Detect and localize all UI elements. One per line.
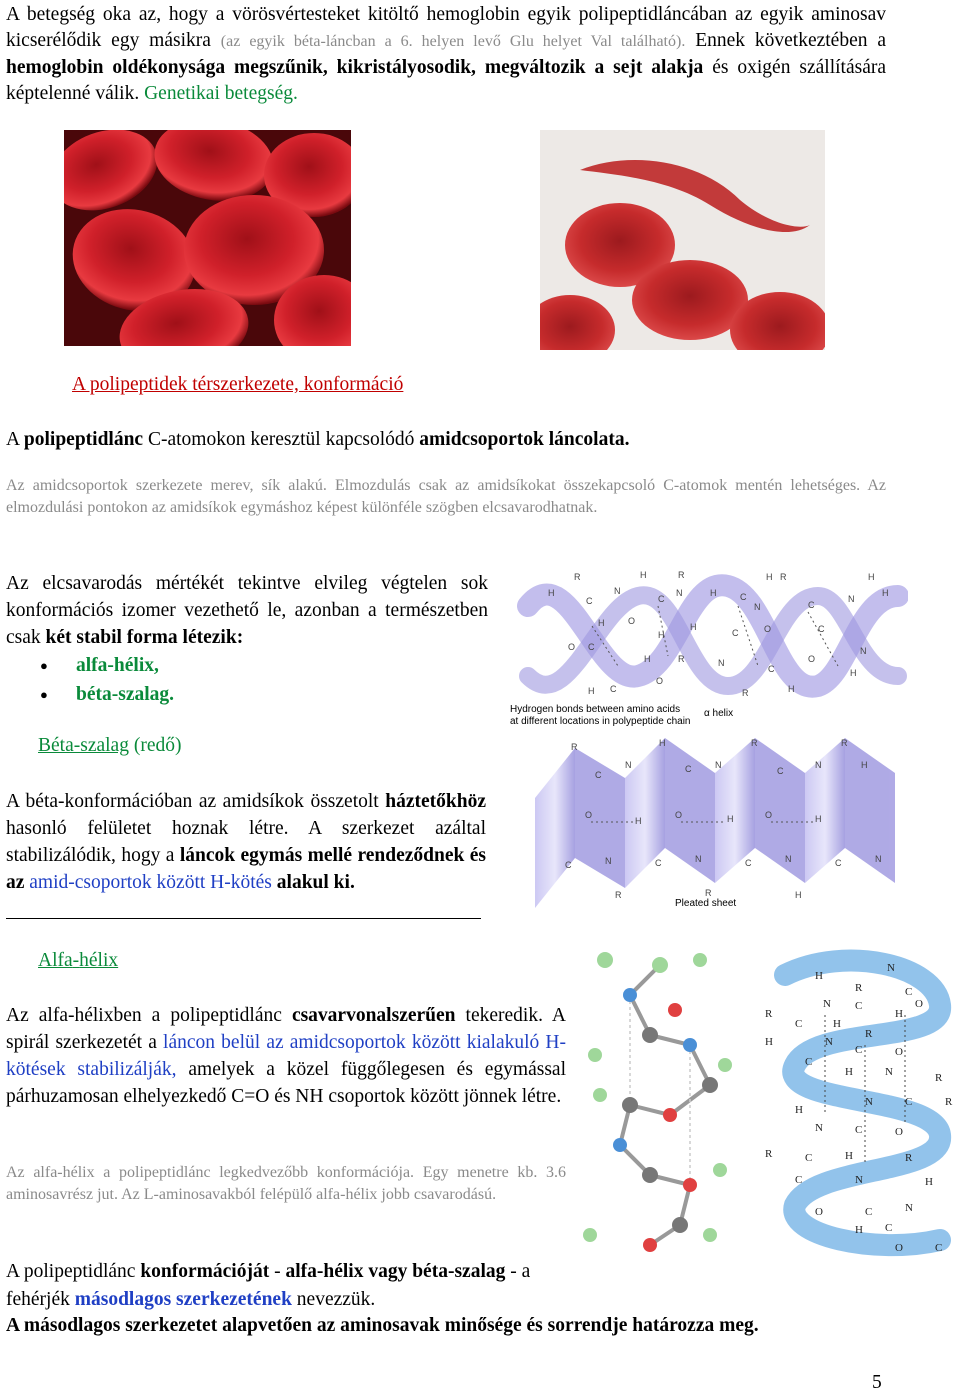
beta-a: A béta-konformációban az amidsíkok összetolt [6, 791, 379, 812]
svg-text:R: R [765, 1148, 773, 1160]
svg-text:O: O [585, 810, 593, 820]
pleated-sheet-diagram [515, 738, 915, 916]
svg-text:O: O [628, 616, 636, 626]
alpha-title-c: hélix [79, 950, 119, 971]
svg-text:O: O [895, 1046, 903, 1058]
svg-text:N: N [785, 854, 792, 864]
svg-text:N: N [614, 586, 621, 596]
svg-text:H: H [644, 654, 651, 664]
svg-text:C: C [855, 1000, 863, 1012]
svg-text:C: C [805, 1152, 813, 1164]
svg-text:C: C [745, 858, 752, 868]
svg-text:R: R [615, 890, 622, 900]
svg-text:N: N [815, 1122, 823, 1134]
svg-text:C: C [565, 860, 572, 870]
svg-text:C: C [586, 596, 593, 606]
svg-text:N: N [848, 594, 855, 604]
svg-text:C: C [610, 684, 617, 694]
svg-text:C: C [655, 858, 662, 868]
svg-text:C: C [595, 770, 602, 780]
alpha-title-b: - [72, 950, 80, 971]
svg-text:N: N [855, 1174, 863, 1186]
svg-text:C: C [855, 1044, 863, 1056]
sickle-cell-image [540, 130, 825, 350]
summary-line-2: A másodlagos szerkezetet alapvetően az aminosavak minősége és sorrendje határozza meg. [6, 1315, 759, 1336]
alpha-paragraph [6, 1002, 566, 1110]
stable-forms-list [6, 651, 466, 709]
p1-a: A [6, 429, 20, 450]
svg-text:O: O [895, 1126, 903, 1138]
beta-b: háztetőkhöz [385, 791, 486, 812]
helix-caption-2: at different locations in polypeptide chain [510, 716, 691, 727]
svg-text:H: H [766, 572, 773, 582]
svg-text:N: N [718, 658, 725, 668]
svg-text:H: H [795, 890, 802, 900]
svg-text:O: O [815, 1206, 823, 1218]
svg-text:H: H [895, 1008, 903, 1020]
svg-text:C: C [885, 1222, 893, 1234]
svg-text:O: O [656, 676, 664, 686]
svg-text:N: N [887, 962, 895, 974]
svg-text:O: O [675, 810, 683, 820]
svg-text:C: C [588, 642, 595, 652]
svg-text:R: R [905, 1152, 913, 1164]
svg-text:R: R [765, 1008, 773, 1020]
svg-text:H: H [815, 970, 823, 982]
summary-f: másodlagos szerkezetének [74, 1289, 292, 1310]
svg-text:H: H [845, 1066, 853, 1078]
svg-text:O: O [808, 654, 816, 664]
svg-text:R: R [742, 688, 749, 698]
svg-text:H: H [598, 618, 605, 628]
section-title-beta [38, 735, 181, 757]
svg-text:H: H [788, 684, 795, 694]
summary-e: - a fehérjék [6, 1261, 531, 1310]
alpha-title-a: Alfa [38, 950, 73, 971]
svg-text:N: N [865, 1096, 873, 1108]
svg-text:C: C [865, 1206, 873, 1218]
svg-text:N: N [905, 1202, 913, 1214]
svg-text:C: C [905, 1096, 913, 1108]
svg-text:R: R [865, 1028, 873, 1040]
svg-text:C: C [808, 600, 815, 610]
svg-text:C: C [835, 858, 842, 868]
svg-text:C: C [658, 594, 665, 604]
svg-text:N: N [823, 998, 831, 1010]
p1-d: amidcsoportok láncolata. [419, 429, 630, 450]
alpha-c: tekeredik. A spirál szerkezetét a [6, 1005, 566, 1053]
beta-e: és az [6, 845, 487, 893]
summary-b: konformációját [140, 1261, 270, 1282]
alpha-d: láncon belül az amidcsoportok között kialakuló H-kötések stabilizálják, [6, 1032, 567, 1080]
beta-g: alakul ki. [276, 872, 355, 893]
intro-text-1: A betegség oka az, hogy a vörösvértesteket kitöltő hemoglobin egyik polipeptidláncában az egyik aminosav kicserélődik egy másikra [6, 4, 886, 51]
svg-text:N: N [695, 854, 702, 864]
svg-text:H: H [882, 588, 889, 598]
svg-text:R: R [841, 738, 848, 748]
svg-text:H: H [861, 760, 868, 770]
p3-b: két stabil forma létezik: [45, 627, 244, 648]
svg-text:H: H [925, 1176, 933, 1188]
svg-text:C: C [685, 764, 692, 774]
helix-ribbon-diagram [755, 935, 960, 1265]
beta-underline [6, 918, 481, 919]
svg-text:C: C [795, 1018, 803, 1030]
summary-g: nevezzük. [296, 1289, 376, 1310]
beta-title: Béta-szalag [38, 735, 129, 756]
svg-text:R: R [571, 742, 578, 752]
beta-paragraph [6, 788, 486, 896]
svg-text:H: H [690, 622, 697, 632]
intro-text-2: Ennek következtében a [695, 30, 887, 51]
intro-genetic: Genetikai [144, 83, 220, 104]
svg-text:H: H [635, 816, 642, 826]
svg-text:N: N [754, 602, 761, 612]
svg-text:R: R [678, 654, 685, 664]
pleated-sheet-figure [515, 738, 915, 916]
svg-text:O: O [915, 998, 923, 1010]
page-number: 5 [872, 1372, 882, 1393]
ball-and-stick-model [570, 935, 740, 1265]
beta-c: hasonló felületet hoznak létre. A szerkezet azáltal stabilizálódik, hogy a [6, 818, 486, 866]
svg-text:H: H [850, 668, 857, 678]
p3-a: Az elcsavarodás mértékét tekintve elvileg végtelen sok konformációs izomer vezethető le, azonban a természetben csak [6, 573, 488, 648]
svg-text:O: O [765, 810, 773, 820]
p1-b: polipeptidlánc [23, 429, 144, 450]
polypeptide-definition [6, 427, 886, 453]
summary-c: - [274, 1261, 281, 1282]
svg-text:O: O [568, 642, 576, 652]
svg-text:H: H [588, 686, 595, 696]
helix-hbond-figure [508, 566, 908, 731]
svg-text:N: N [875, 854, 882, 864]
svg-text:R: R [780, 572, 787, 582]
section-title-conformation: A polipeptidek térszerkezete, konformáció [72, 374, 404, 395]
svg-text:C: C [740, 592, 747, 602]
svg-text:R: R [574, 572, 581, 582]
svg-text:C: C [805, 1056, 813, 1068]
helix-caption-1: Hydrogen bonds between amino acids [510, 704, 681, 715]
summary-d: alfa-hélix vagy béta-szalag [285, 1261, 506, 1282]
beta-title-suffix: (redő) [133, 735, 182, 756]
bullet-alpha: ● alfa-hélix, [6, 651, 466, 680]
intro-disease: betegség. [224, 83, 298, 104]
svg-text:N: N [605, 856, 612, 866]
svg-text:R: R [945, 1096, 953, 1108]
isomer-paragraph [6, 570, 488, 651]
svg-text:N: N [815, 760, 822, 770]
alpha-e: amelyek a közel függőlegesen és egymással párhuzamosan elhelyezkedő C=O és NH csoportok között jönnek létre. [6, 1059, 566, 1107]
svg-text:H: H [659, 738, 666, 748]
svg-text:C: C [795, 1174, 803, 1186]
svg-text:H: H [795, 1104, 803, 1116]
svg-text:H: H [833, 1018, 841, 1030]
svg-text:C: C [905, 986, 913, 998]
svg-text:N: N [715, 760, 722, 770]
svg-text:N: N [676, 588, 683, 598]
svg-text:R: R [678, 570, 685, 580]
svg-text:H: H [548, 588, 555, 598]
helix-label: α helix [704, 708, 734, 719]
svg-text:C: C [935, 1242, 943, 1254]
svg-text:O: O [764, 624, 772, 634]
section-title-alpha [38, 950, 118, 972]
svg-text:O: O [895, 1242, 903, 1254]
svg-text:R: R [855, 982, 863, 994]
alpha-note: Az alfa-hélix a polipeptidlánc legkedvezőbb konformációja. Egy menetre kb. 3.6 aminosavrész jut. Az L-aminosavakból felépülő alfa-hélix jobb csavarodású. [6, 1164, 566, 1203]
svg-text:H: H [765, 1036, 773, 1048]
summary-a: A polipeptidlánc [6, 1261, 136, 1282]
svg-text:R: R [705, 888, 712, 898]
svg-text:H: H [727, 814, 734, 824]
red-blood-cells-photo [64, 130, 351, 346]
beta-f: amid-csoportok között H-kötés [29, 872, 272, 893]
intro-paragraph [6, 2, 886, 107]
svg-text:C: C [777, 766, 784, 776]
intro-bold: hemoglobin oldékonysága megszűnik, kikristályosodik, megváltozik a sejt alakja [6, 57, 704, 78]
bullet-beta: ● béta-szalag. [6, 680, 466, 709]
svg-text:C: C [732, 628, 739, 638]
svg-text:R: R [935, 1072, 943, 1084]
amide-note: Az amidcsoportok szerkezete merev, sík alakú. Elmozdulás csak az amidsíkokat összekapcsoló C-atomok mentén lehetséges. Az elmozdulási pontokon az amidsíkok egymáshoz képest különféle szögben elcsavarodhatnak. [6, 477, 886, 516]
svg-text:H: H [855, 1224, 863, 1236]
alpha-b: csavarvonalszerűen [291, 1005, 456, 1026]
svg-text:H: H [640, 570, 647, 580]
svg-text:C: C [855, 1124, 863, 1136]
svg-text:N: N [860, 646, 867, 656]
svg-text:H: H [815, 814, 822, 824]
beta-d: láncok egymás mellé rendeződnek [179, 845, 465, 866]
intro-text-3: és oxigén szállítására képtelenné válik. [6, 57, 886, 104]
summary-line-1 [6, 1258, 566, 1314]
svg-text:C: C [818, 624, 825, 634]
sickle-cell-photo [540, 130, 825, 350]
red-blood-cells-image [64, 130, 351, 346]
svg-text:H: H [658, 630, 665, 640]
molecule-model-figure [570, 935, 740, 1265]
svg-text:N: N [625, 760, 632, 770]
helix-ribbon-figure [755, 935, 960, 1265]
helix-diagram [508, 566, 908, 731]
svg-text:H: H [845, 1150, 853, 1162]
alpha-a: Az alfa-hélixben a polipeptidlánc [6, 1005, 282, 1026]
svg-text:H: H [868, 572, 875, 582]
svg-text:H: H [710, 588, 717, 598]
svg-text:N: N [825, 1036, 833, 1048]
pleated-caption: Pleated sheet [675, 898, 737, 909]
svg-text:N: N [885, 1066, 893, 1078]
svg-text:R: R [751, 738, 758, 748]
intro-small-note: (az egyik béta-láncban a 6. helyen levő Glu helyet Val található). [220, 33, 686, 50]
svg-text:C: C [768, 664, 775, 674]
p1-c: C-atomokon keresztül kapcsolódó [147, 429, 415, 450]
